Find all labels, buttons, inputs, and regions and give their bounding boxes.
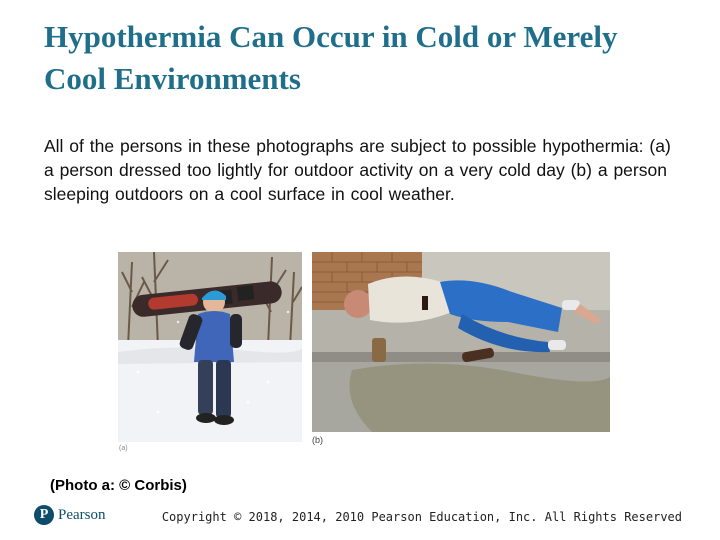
slide-body-text: All of the persons in these photographs are subject to possible hypothermia: (a) a person dressed too lightly for outdoor activity on a very cold day (b) a person sleeping outdoors on a cool surface in cool weather. — [44, 136, 671, 204]
photo-b-label: (b) — [312, 435, 323, 445]
slide-title-line-1: Hypothermia Can Occur in Cold or Merely — [44, 19, 618, 54]
pearson-logo-text: Pearson — [58, 506, 106, 523]
photo-a-snowboarder — [118, 252, 302, 442]
snowboarder-illustration — [118, 252, 302, 442]
pearson-logo-icon: P — [34, 505, 54, 525]
pearson-logo — [34, 505, 106, 525]
slide-title-line-2: Cool Environments — [44, 61, 301, 96]
sleeping-person-illustration — [312, 252, 610, 432]
photo-b-sleeper — [312, 252, 610, 432]
copyright-notice: Copyright © 2018, 2014, 2010 Pearson Education, Inc. All Rights Reserved — [161, 510, 682, 524]
photo-credit: (Photo a: © Corbis) — [50, 477, 187, 494]
photo-a-label: (a) — [119, 445, 128, 452]
slide-title — [44, 16, 704, 100]
